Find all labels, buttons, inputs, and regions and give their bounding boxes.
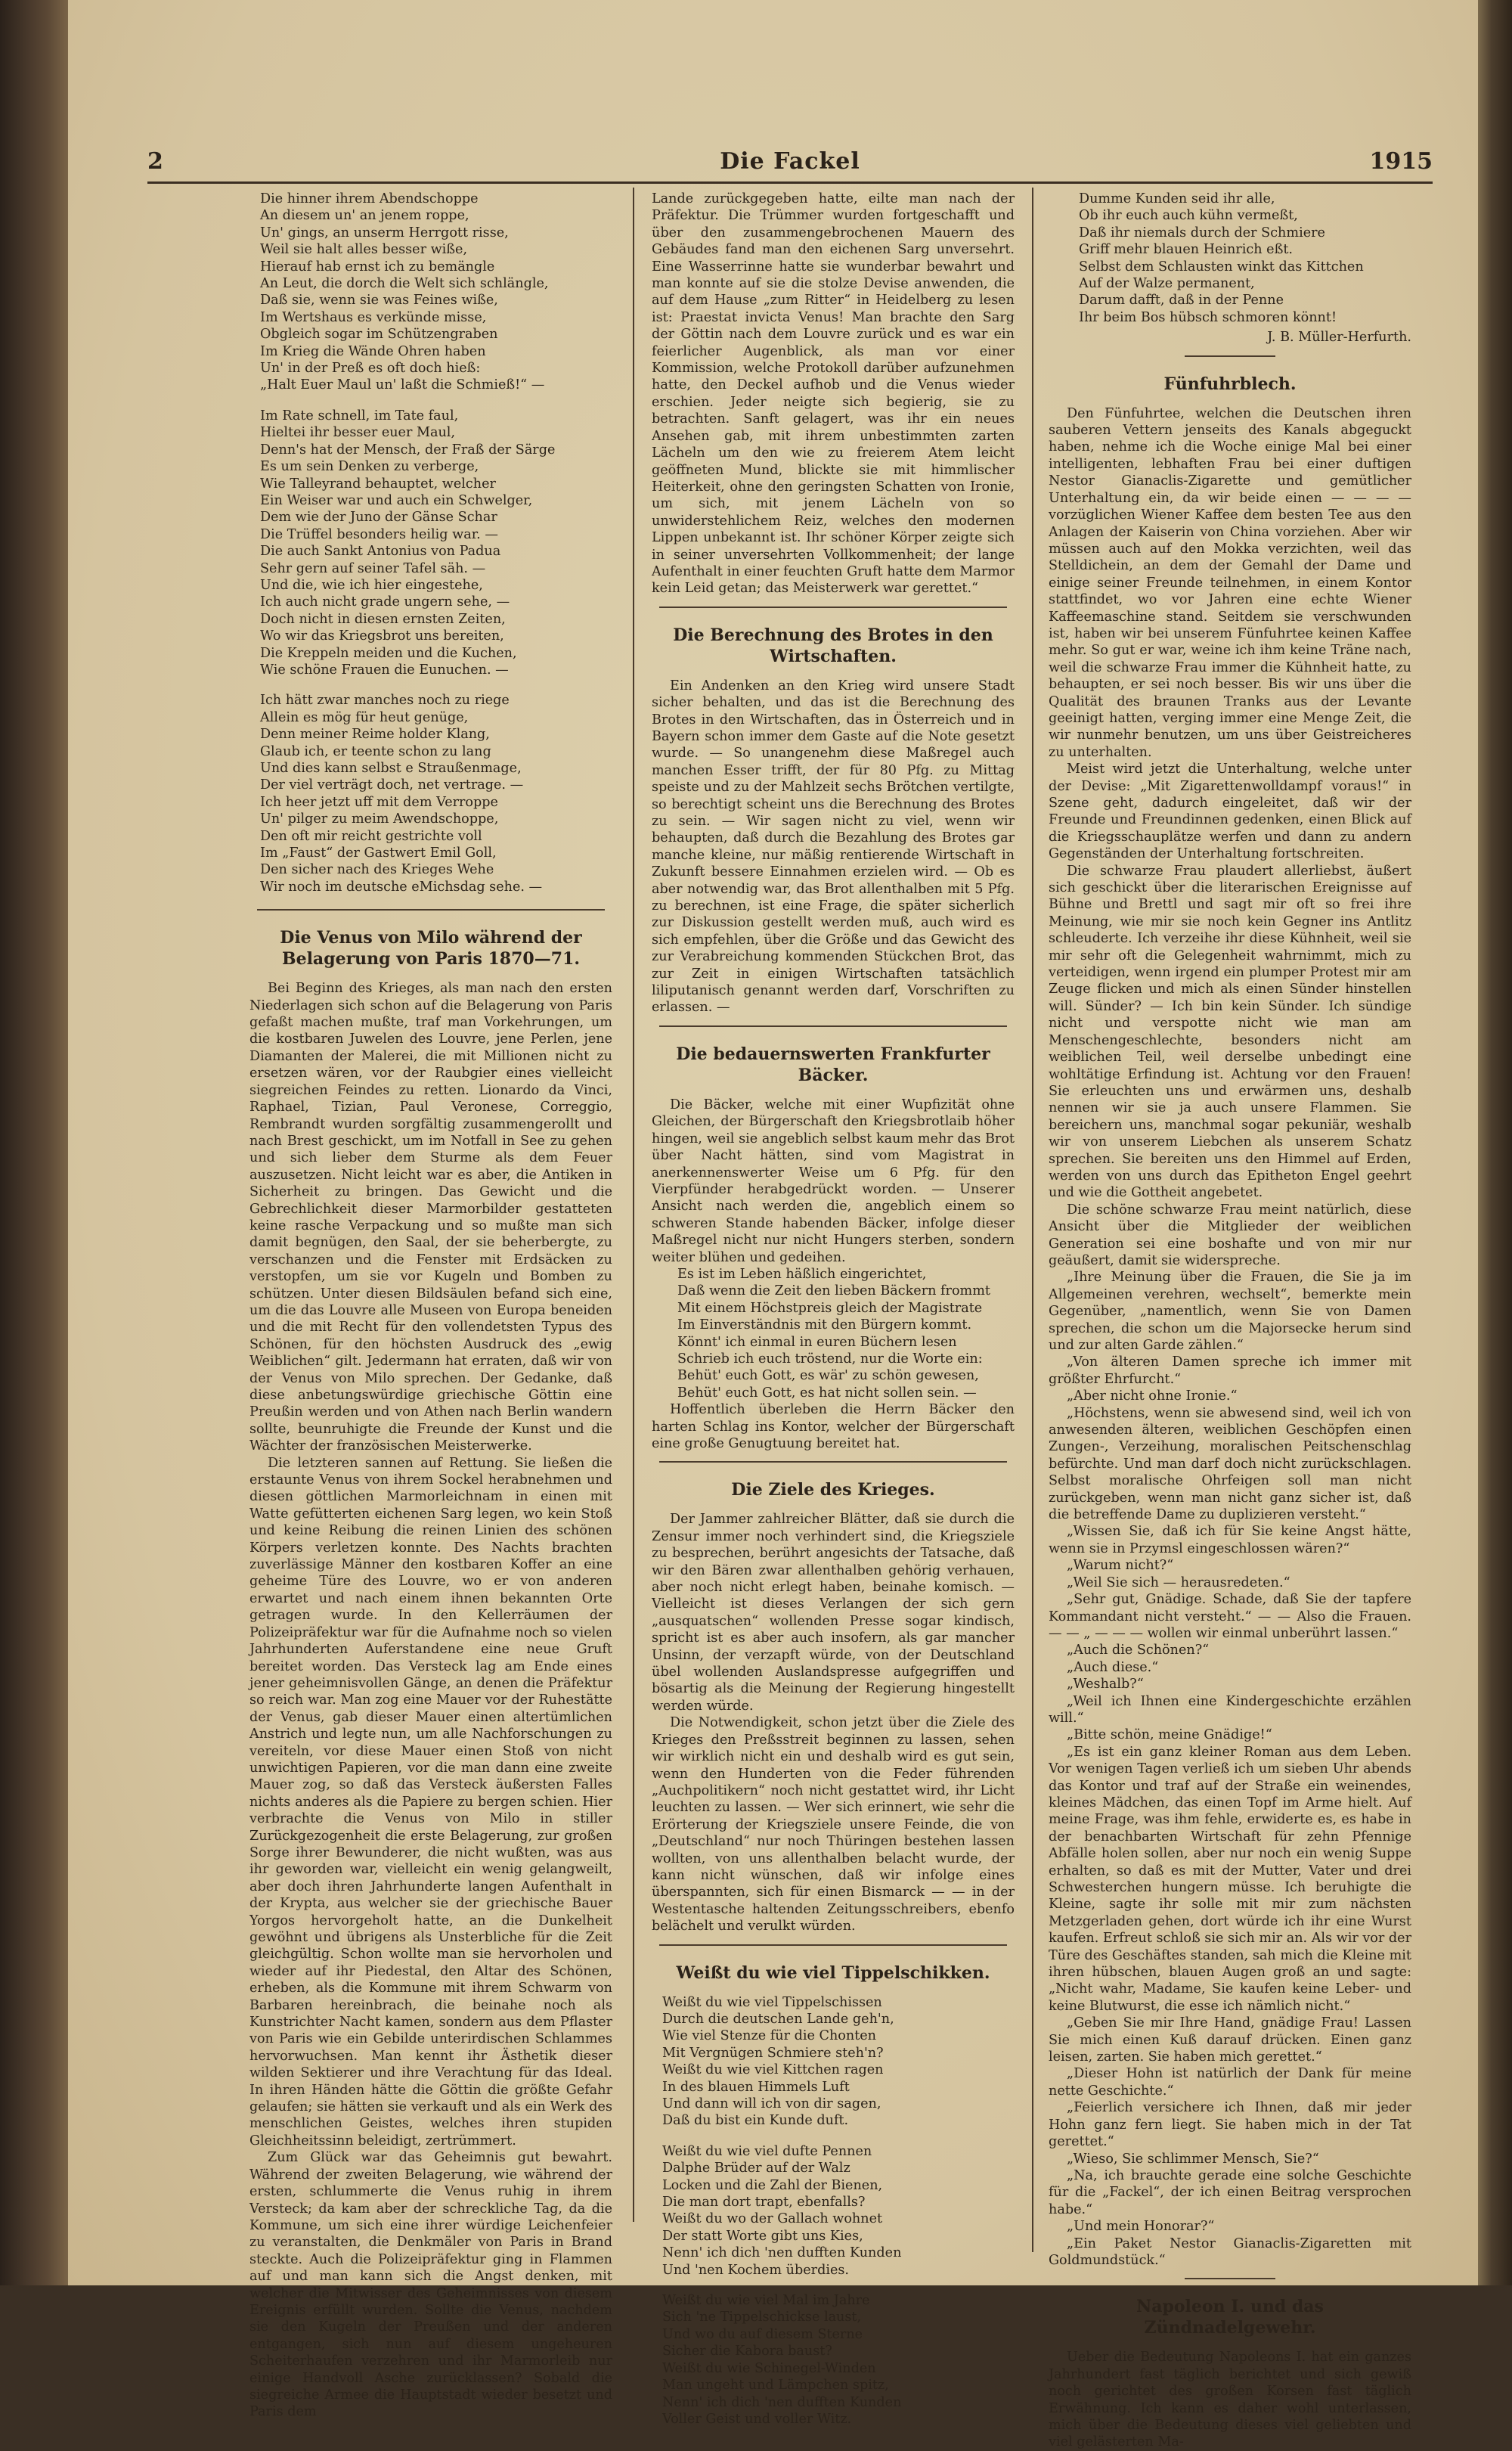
verse-line: Im Krieg die Wände Ohren haben: [260, 343, 486, 359]
verse-line: Hierauf hab ernst ich zu bemängle: [260, 259, 495, 275]
article-title-venus: Die Venus von Milo während der Belagerung von Paris 1870—71.: [280, 928, 582, 970]
verse-line: Behüt' euch Gott, es wär' zu schön gewesen,: [677, 1368, 979, 1384]
paragraph: Den Fünfuhrtee, welchen die Deutschen ihren sauberen Vettern jenseits des Kanals abgeguckt haben, nehme ich die Woche einige Mal bei einer intelligenten, lebhaften Frau bei einer duftigen Nestor Gianaclis-Zigarette und gemütlicher Unterhaltung ein, da wir beide einen — — — — vorzüglichen Wiener Kaffee dem besten Tee aus den Anlagen der Kaiserin von China vorziehen. Aber wir müssen auch auf den Mokka verzichten, weil das Stelldichein, an dem der Gemahl der Dame und einige seiner Freunde teilnehmen, in einem Kontor stattfindet, wo vor Jahren eine echte Wiener Kaffeemaschine stand. Seitdem sie verschwunden ist, haben wir bei unserem Fünfuhrtee keinen Kaffee mehr. So gut er war, weine ich ihm keine Träne nach, weil die schwarze Frau immer die Kühnheit hatte, zu behaupten, er sei noch besser. Bis wir uns über die Qualität des braunen Tranks aus der Levante geeinigt hatten, verging immer eine Menge Zeit, die wir nunmehr benutzen, um uns über Geistreicheres zu unterhalten.: [1049, 405, 1411, 760]
verse-line: Behüt' euch Gott, es hat nicht sollen sein. —: [677, 1385, 977, 1401]
verse-line: Sich 'ne Tippelschickse laust,: [662, 2310, 862, 2325]
article-body-venus-cont: Lande zurückgegeben hatte, eilte man nach der Präfektur. Die Trümmer wurden fortgeschafft und über den zusammengebrochenen Mauern des Gebäudes fand man den eichenen Sarg unversehrt. Eine Wasserrinne hatte sie wunderbar bewahrt und man konnte auf sie die stolze Devise anwenden, die auf dem Hause „zum Ritter“ in Heidelberg zu lesen ist: Praestat invicta Venus! Man brachte den Sarg der Göttin nach dem Louvre zurück und es war ein feierlicher Augenblick, als man vor einer Kommission, welche Protokoll darüber aufzunehmen hatte, den Deckel aufhob und die Venus wieder erschien. Jeder neigte sich begierig, sie zu betrachten. Sanft gelagert, was ihr ein neues Ansehen gab, mit ihrem unbestimmten zarten Lächeln um den wie zu freierem Atem leicht geöffneten Mund, blickte sie mit himmlischer Heiterkeit, ohne den geringsten Schatten von Ironie, um sich, mit jenem Lächeln von so unwiderstehlichem Reiz, welches den modernen Lippen unbekannt ist. Ihr schöner Körper zeigte sich in seiner unversehrten Vollkommenheit; der lange Aufenthalt in einer feuchten Gruft hatte dem Marmor kein Leid getan; das Meisterwerk war gerettet.“: [652, 191, 1015, 597]
poem-stanza: [249, 408, 612, 679]
verse-line: Weißt du wie viel Tippelschissen: [662, 1994, 882, 2010]
verse-line: Daß du bist ein Kunde duft.: [662, 2113, 849, 2129]
poem-stanza: [652, 2143, 1015, 2279]
page-number: 2: [147, 148, 163, 175]
verse-line: Den oft mir reicht gestrichte voll: [260, 828, 482, 844]
paragraph: Die Notwendigkeit, schon jetzt über die Ziele des Krieges den Preßsstreit beginnen zu lassen, sehen wir wirklich nicht ein und deshalb wird es gut sein, wenn den Hunderten von die Feder führenden „Auchpolitikern“ noch nicht gestattet wird, ihr Licht leuchten zu lassen. — Wer sich erinnert, wie sehr die Erörterung der Kriegsziele unsere Feinde, die von „Deutschland“ nur noch Thüringen bestehen lassen wollten, von uns allenthalben belacht wurde, der kann nicht wünschen, daß wir infolge eines überspannten, sich für einen Bismarck — — in der Westentasche haltenden Zeitungsschreibers, ebenfo belächelt und verulkt würden.: [652, 1715, 1015, 1934]
verse-line: Weil sie halt alles besser wiße,: [260, 242, 468, 258]
verse-line: Selbst dem Schlausten winkt das Kittchen: [1079, 259, 1364, 275]
article-title-napoleon: Napoleon I. und das Zündnadelgewehr.: [1136, 2297, 1324, 2338]
article-separator: [659, 1461, 1007, 1463]
paragraph: „Warum nicht?“: [1067, 1558, 1174, 1574]
verse-line: Es ist im Leben häßlich eingerichtet,: [677, 1266, 927, 1282]
article-body-napoleon: Ueber die Bedeutung Napoleons I. hat ein ganzes Jahrhundert fast täglich berichtet und sich gewiß noch gerichtet des großen Korsen fast täglich Erwähnung. Ich kann es daher wohl unterlassen, mich über die Bedeutung dieses viel geliebten und viel gelästerten Ma-: [1049, 2350, 1411, 2450]
verse-line: Und dies kann selbst e Straußenmage,: [260, 761, 522, 776]
verse-line: Ein Weiser war und auch ein Schwelger,: [260, 492, 533, 508]
article-separator: [257, 909, 605, 911]
column-1: [249, 191, 612, 2420]
author-signature: J. B. Müller-Herfurth.: [1267, 330, 1411, 346]
masthead: [147, 148, 1433, 178]
poem-stanza: [249, 191, 612, 394]
verse-line: Durch die deutschen Lande geh'n,: [662, 2011, 894, 2027]
poem-stanza: [652, 2292, 1015, 2428]
verse-line: Die auch Sankt Antonius von Padua: [260, 544, 501, 560]
paragraph: „Feierlich versichere ich Ihnen, daß mir jeder Hohn ganz fern liegt. Sie haben mich in der Tat gerettet.“: [1049, 2100, 1411, 2150]
verse-line: Die Kreppeln meiden und die Kuchen,: [260, 645, 517, 661]
verse-line: Sehr gern auf seiner Tafel säh. —: [260, 560, 486, 576]
paragraph: „Weshalb?“: [1067, 1677, 1144, 1692]
paragraph: Die letzteren sannen auf Rettung. Sie ließen die erstaunte Venus von ihrem Sockel herabnehmen und diesen göttlichen Marmorleichnam in einen mit Watte gefütterten eichenen Sarg legen, wo kein Stoß und keine Reibung die reinen Linien des schönen Körpers verletzen konnte. Des Nachts brachten zuverlässige Männer den kostbaren Koffer an eine geheime Türe des Louvre, wo er von anderen erwartet und nach einem ihnen bekannten Orte getragen wurde. In den Kellerräumen der Polizeipräfektur war für die Aufnahme noch so vielen Jahrhunderten Auferstandene eine neue Gruft bereitet worden. Das Versteck lag am Ende eines jener geheimnisvollen Gänge, an denen die Präfektur so reich war. Man zog eine Mauer vor der Ruhestätte der Venus, gab dieser Mauer einen altertümlichen Anstrich und legte nun, um alle Nachforschungen zu vereiteln, vor diese Mauer einen Stoß von nicht unwichtigen Papieren, vor die man dann eine zweite Mauer zog, so daß das Versteck äußersten Falles nichts anderes als die Papiere zu bergen schien. Hier verbrachte die Venus von Milo in stiller Zurückgezogenheit die erste Belagerung, zur großen Sorge ihrer Bewunderer, die nicht wußten, was aus ihr geworden war, vielleicht ein wenig gelangweilt, aber doch ihren Jahrhunderte langen Aufenthalt in der Krypta, aus welcher sie der griechische Bauer Yorgos hervorgeholt hatte, an die Dunkelheit gewöhnt und übrigens als Unsterbliche für die Zeit gleichgültig. Schon wollte man sie hervorholen und wieder auf ihr Piedestal, den Altar des Schönen, erheben, als die Kommune mit ihrem Schwarm von Barbaren hereinbrach, die beinahe noch als Kunstrichter Nacht kamen, sondern aus dem Pflaster von Paris wie ein Gebilde unterirdischen Schlammes hervorwuchsen. Man kennt ihr Ästhetik dieser wilden Sektierer und ihre Verachtung für das Ideal. In ihren Händen hätte die Göttin die größte Gefahr gelaufen; sie hätten sie verkauft und als ein Werk des menschlichen Geistes, welches ihren stupiden Gleichheitssinn beleidigt, zertrümmert.: [249, 1455, 612, 2149]
header-rule: [147, 181, 1433, 184]
verse-line: Wie schöne Frauen die Eunuchen. —: [260, 662, 509, 678]
verse-line: Der viel verträgt doch, net vertrage. —: [260, 777, 524, 793]
paragraph: „Weil ich Ihnen eine Kindergeschichte erzählen will.“: [1049, 1693, 1411, 1726]
column-divider: [633, 188, 634, 2222]
year: 1915: [1369, 148, 1433, 175]
paragraph: „Es ist ein ganz kleiner Roman aus dem Leben. Vor wenigen Tagen verließ ich um sieben Uhr abends das Kontor und traf auf der Straße ein weinendes, kleines Mädchen, das einen Topf im Arme hielt. Auf meine Frage, was ihm fehle, erwiderte es, es habe in der benachbarten Wirtschaft für zehn Pfennige Abfälle holen sollen, aber nur noch ein wenig Suppe erhalten, so daß es mit der Mutter, Vater und drei Schwesterchen hungern müsse. Ich beruhigte die Kleine, sagte ihr solle mit mir zum nächsten Metzgerladen gehen, dort würde ich ihr eine Wurst kaufen. Erfreut schloß sie sich mir an. Als wir vor der Türe des Geschäftes standen, sah mich die Kleine mit ihren hübschen, blauen Augen groß an und sagte: „Nicht wahr, Madame, Sie kaufen keine Leber- und keine Blutwurst, die esse ich nämlich nicht.“: [1049, 1744, 1411, 2014]
verse-line: Dumme Kunden seid ihr alle,: [1079, 191, 1275, 206]
verse-line: Dem wie der Juno der Gänse Schar: [260, 510, 497, 526]
article-body-fuenfuhr: [1049, 405, 1411, 2270]
verse-line: Weißt du wie viel Kittchen ragen: [662, 2062, 884, 2078]
verse-line: Daß sie, wenn sie was Feines wiße,: [260, 293, 498, 309]
paragraph: Bei Beginn des Krieges, als man nach den ersten Niederlagen sich schon auf die Belagerung von Paris gefaßt machen mußte, traf man Vorkehrungen, um die kostbaren Juwelen des Louvre, jene Perlen, jene Diamanten der Malerei, die mit Millionen nicht zu ersetzen wären, vor der Raubgier eines vielleicht siegreichen Feindes zu retten. Lionardo da Vinci, Raphael, Tizian, Paul Veronese, Correggio, Rembrandt wurden sorgfältig zusammengerollt und nach Brest geschickt, um im Notfall in See zu gehen und sich lieber dem Sturme als dem Feuer auszusetzen. Nicht leicht war es aber, die Antiken in Sicherheit zu bringen. Das Gewicht und die Gebrechlichkeit dieser Marmorbilder gestatteten keine rasche Verpackung und so mußte man sich damit begnügen, den Saal, der sie beherbergte, zu verschanzen und die Fenster mit Erdsäcken zu verstopfen, um sie vor Kugeln und Bomben zu schützen. Unter diesen Bildsäulen befand sich eine, um die das Louvre alle Museen von Europa beneiden und die mit Recht für den vollendetsten Typus des Schönen, für den höchsten Ausdruck des „ewig Weiblichen“ gilt. Jedermann hat erraten, daß wir von der Venus von Milo sprechen. Der Gedanke, daß diese anbetungswürdige griechische Göttin eine Preußin werden und von Athen nach Berlin wandern sollte, beunruhigte die Freunde der Kunst und die Wächter der französischen Meisterwerke.: [249, 981, 612, 1454]
verse-line: Allein es mög für heut genüge,: [260, 709, 469, 725]
paragraph: „Von älteren Damen spreche ich immer mit größter Ehrfurcht.“: [1049, 1354, 1411, 1387]
article-separator: [659, 1944, 1007, 1946]
column-2: [652, 191, 1015, 2427]
verse-line: Voller Geist und voller Witz.: [662, 2411, 852, 2427]
article-title-tippel: Weißt du wie viel Tippelschikken.: [676, 1962, 990, 1983]
paragraph: „Und mein Honorar?“: [1067, 2219, 1215, 2235]
verse-line: „Halt Euer Maul un' laßt die Schmieß!“ —: [260, 377, 545, 393]
verse-line: Weißt du wie Schinegel-Winden: [662, 2360, 876, 2376]
verse-line: Doch nicht in diesen ernsten Zeiten,: [260, 611, 506, 627]
paragraph: „Wissen Sie, daß ich für Sie keine Angst hätte, wenn sie in Przymsl eingeschlossen wären?“: [1049, 1524, 1411, 1556]
paragraph: „Geben Sie mir Ihre Hand, gnädige Frau! Lassen Sie mich einen Kuß darauf drücken. Einen ganz leisen, zarten. Sie haben mich gerettet.“: [1049, 2015, 1411, 2065]
verse-line: Weißt du wie viel dufte Pennen: [662, 2143, 872, 2159]
article-title-ziele: Die Ziele des Krieges.: [731, 1480, 935, 1500]
verse-line: Denn's hat der Mensch, der Fraß der Särge: [260, 442, 556, 458]
poem-stanza: [652, 1994, 1015, 2130]
paragraph: Die schwarze Frau plaudert allerliebst, äußert sich geschickt über die literarischen Ereignisse auf Bühne und Brettl und sagt mir oft so frei ihre Meinung, wie mir sie noch kein Gegner ins Antlitz schleuderte. Ich verzeihe ihr diese Kühnheit, weil sie mir sehr oft die Gelegenheit wahrnimmt, mich zu verteidigen, wenn irgend ein plumper Protest mir am Zeuge flicken und mich als einen Sünder hinstellen will. Sünder? — Ich bin kein Sünder. Ich sündige nicht und verspotte nicht wie man am Menschengeschlechte, besonders nicht am weiblichen Teil, weil derselbe unbedingt eine wohltätige Erfindung ist. Achtung vor den Frauen! Sie erleuchten uns und erwärmen uns, deshalb nennen wir sie ja auch unsere Flammen. Sie bereichern uns, manchmal sogar pekuniär, weshalb wir von unserem Liebchen als unserem Schatz sprechen. Sie bereiten uns den Himmel auf Erden, werden von uns durch das Epitheton Engel geehrt und wie die Gottheit angebetet.: [1049, 863, 1411, 1201]
verse-line: Die Trüffel besonders heilig war. —: [260, 526, 498, 542]
article-body-brot: Ein Andenken an den Krieg wird unsere Stadt sicher behalten, und das ist die Berechnung des Brotes in den Wirtschaften, das in Österreich und in Bayern schon immer dem Gaste auf die Note gesetzt wurde. — So unangenehm diese Maßregel auch manchen Esser trifft, der für 80 Pfg. zu Mittag speiste und zu der Mahlzeit sechs Brötchen vertilgte, so berechtigt scheint uns die Berechnung des Brotes zu sein. — Wir sagen nicht zu viel, wenn wir behaupten, daß durch die Bezahlung des Brotes gar manche kleine, nur mäßig rentierende Wirtschaft in Zukunft bessere Einnahmen erzielen wird. — Ob es aber notwendig war, das Brot allenthalben mit 5 Pfg. zu berechnen, ist eine Frage, die später sicherlich zur Diskussion gestellt werden muß, auch wird es sich empfehlen, über die Größe und das Gewicht des zur Verabreichung kommenden Stückchen Brot, das zur Zeit in einigen Wirtschaften tatsächlich liliputanisch genannt werden darf, Vorschriften zu erlassen. —: [652, 678, 1015, 1016]
verse-line: Daß wenn die Zeit den lieben Bäckern frommt: [677, 1283, 990, 1299]
verse-line: Dalphe Brüder auf der Walz: [662, 2161, 850, 2176]
article-separator: [659, 607, 1007, 608]
verse-line: Der statt Worte gibt uns Kies,: [662, 2228, 863, 2244]
newspaper-title: Die Fackel: [720, 148, 860, 175]
poem-stanza: [652, 1266, 1015, 1401]
verse-line: Ich auch nicht grade ungern sehe, —: [260, 594, 510, 610]
verse-line: An Leut, die dorch die Welt sich schlängle,: [260, 276, 549, 292]
verse-line: Im Wertshaus es verkünde misse,: [260, 309, 487, 325]
paragraph: Meist wird jetzt die Unterhaltung, welche unter der Devise: „Mit Zigarettenwolldampf voraus!“ in Szene geht, dadurch eingeleitet, daß wir der Freunde und Freundinnen gedenken, einen Blick auf die Kriegsschauplätze werfen und dann zu andern Gegenständen der Unterhaltung fortschreiten.: [1049, 762, 1411, 862]
verse-line: Ich hätt zwar manches noch zu riege: [260, 693, 510, 709]
verse-line: Sicher die Kabora baust?: [662, 2344, 832, 2359]
verse-line: Daß ihr niemals durch der Schmiere: [1079, 225, 1325, 240]
article-body-ziele: [652, 1511, 1015, 1934]
verse-line: Könnt' ich einmal in euren Büchern lesen: [677, 1334, 957, 1350]
verse-line: Glaub ich, er teente schon zu lang: [260, 743, 491, 759]
verse-line: Ich heer jetzt uff mit dem Verroppe: [260, 794, 498, 810]
verse-line: Und dann will ich von dir sagen,: [662, 2096, 881, 2111]
verse-line: Mit einem Höchstpreis gleich der Magistrate: [677, 1300, 983, 1316]
paragraph: Der Jammer zahlreicher Blätter, daß sie durch die Zensur immer noch verhindert sind, die Kriegsziele zu besprechen, berührt angesichts der Tatsache, daß wir den Bären zwar allenthalben gehörig verhauen, aber noch nicht erlegt haben, beinahe komisch. — Vielleicht ist dieses Verlangen der sich gern „ausquatschen“ wollenden Presse sogar kindisch, spricht ist es aber auch insofern, als gar mancher Unsinn, der verzapft würde, von der Deutschland übel wollenden Auslandspresse aufgegriffen und bösartig als die Meinung der Regierung hingestellt werden würde.: [652, 1512, 1015, 1714]
verse-line: Un' pilger zu meim Awendschoppe,: [260, 811, 499, 827]
paragraph: Zum Glück war das Geheimnis gut bewahrt. Während der zweiten Belagerung, wie während der ersten, schlummerte die Venus ruhig in ihrem Versteck; da kam aber der schreckliche Tag, da die Kommune, um sich eine ihrer würdige Leichenfeier zu veranstalten, die Denkmäler von Paris in Brand steckte. Auch die Polizeipräfektur ging in Flammen auf und man kann sich die Angst denken, mit welcher die Mitwisser des Geheimnisses von diesem Ereignis erfüllt wurden. Sollte die Venus, nachdem sie den Kugeln der Preußen und der anderen entgangen, sich nun auf diesem ungeheuren Scheiterhaufen verzehren und ihr Marmorleib nur einige Handvoll Asche zurücklassen? Sobald die siegreiche Armee die Hauptstadt wieder besetzt und Paris dem: [249, 2150, 612, 2420]
verse-line: Mit Vergnügen Schmiere steh'n?: [662, 2045, 884, 2061]
verse-line: Und 'nen Kochem überdies.: [662, 2262, 849, 2278]
paragraph: „Ein Paket Nestor Gianaclis-Zigaretten mit Goldmundstück.“: [1049, 2235, 1411, 2268]
verse-line: Weißt du wo der Gallach wohnet: [662, 2211, 883, 2227]
verse-line: Locken und die Zahl der Bienen,: [662, 2177, 883, 2193]
article-body-baecker: Die Bäcker, welche mit einer Wupfizität ohne Gleichen, der Bürgerschaft den Kriegsbrotlaib höher hingen, weil sie angeblich selbst kaum mehr das Brot über Nacht hätten, sind vom Magistrat in anerkennenswerter Weise um 6 Pfg. für den Vierpfünder herabgedrückt worden. — Unserer Ansicht nach werden die, angeblich einem so schweren Stande habenden Bäcker, infolge dieser Maßregel nicht nur nicht Hungers sterben, sondern weiter blühen und gedeihen.: [652, 1097, 1015, 1265]
paragraph: „Wieso, Sie schlimmer Mensch, Sie?“: [1067, 2151, 1319, 2167]
verse-line: Darum dafft, daß in der Penne: [1079, 293, 1284, 309]
verse-line: Wie viel Stenze für die Chonten: [662, 2028, 877, 2044]
verse-line: Man ungeht und Lämpchen spitz,: [662, 2378, 889, 2394]
paragraph: Die schöne schwarze Frau meint natürlich, diese Ansicht über die Mitglieder der weiblichen Generation sei eine boshafte und von mir nur geäußert, damit sie widerspreche.: [1049, 1202, 1411, 1268]
verse-line: Ihr beim Bos hübsch schmoren könnt!: [1079, 309, 1337, 325]
article-title-baecker: Die bedauernswerten Frankfurter Bäcker.: [676, 1044, 990, 1085]
verse-line: Griff mehr blauen Heinrich eßt.: [1079, 242, 1294, 258]
verse-line: Weißt du wie viel Mal im Jahre: [662, 2293, 870, 2309]
article-title-fuenfuhr: Fünfuhrblech.: [1163, 374, 1297, 394]
verse-line: Im „Faust“ der Gastwert Emil Goll,: [260, 845, 497, 861]
verse-line: Die hinner ihrem Abendschoppe: [260, 191, 479, 206]
verse-line: Die man dort trapt, ebenfalls?: [662, 2195, 866, 2211]
verse-line: Im Rate schnell, im Tate faul,: [260, 408, 459, 423]
verse-line: Un' gings, an unserm Herrgott risse,: [260, 225, 509, 240]
paragraph: „Sehr gut, Gnädige. Schade, daß Sie der tapfere Kommandant nicht versteht.“ — — Also die Frauen. — — „ — — — wollen wir einmal unberührt lassen.“: [1049, 1592, 1411, 1641]
article-separator: [1185, 355, 1275, 357]
verse-line: Und die, wie ich hier eingestehe,: [260, 577, 483, 593]
paragraph: „Höchstens, wenn sie abwesend sind, weil ich von anwesenden älteren, weiblichen Geschöpfen einen Zungen-, Verzeihung, moralischen Peitschenschlag befürchte. Und man darf doch nicht zurückschlagen. Selbst moralische Ohrfeigen soll man nicht zurückgeben, wenn man nicht ganz sicher ist, daß die betreffende Dame zu duplizieren versteht.“: [1049, 1405, 1411, 1523]
verse-line: Hieltei ihr besser euer Maul,: [260, 425, 456, 441]
verse-line: Un' in der Preß es oft doch hieß:: [260, 361, 481, 377]
verse-line: Wie Talleyrand behauptet, welcher: [260, 476, 496, 492]
article-separator: [1185, 2278, 1275, 2279]
page-edge: [1478, 0, 1512, 2285]
verse-line: Nenn' ich dich 'nen dufften Kunden: [662, 2394, 902, 2410]
paragraph: „Bitte schön, meine Gnädige!“: [1067, 1727, 1272, 1743]
verse-line: Und wo du auf diesem Sterne: [662, 2326, 863, 2342]
article-separator: [659, 1025, 1007, 1027]
verse-line: Schrieb ich euch tröstend, nur die Worte ein:: [677, 1351, 983, 1367]
book-binding: [0, 0, 68, 2285]
verse-line: An diesem un' an jenem roppe,: [260, 208, 469, 224]
verse-line: Obgleich sogar im Schützengraben: [260, 327, 498, 343]
verse-line: Im Einverständnis mit den Bürgern kommt.: [677, 1317, 972, 1333]
paragraph: „Aber nicht ohne Ironie.“: [1067, 1388, 1238, 1404]
verse-line: Den sicher nach des Krieges Wehe: [260, 862, 494, 878]
paragraph: „Auch diese.“: [1067, 1659, 1159, 1675]
paragraph: „Weil Sie sich — herausredeten.“: [1067, 1575, 1290, 1590]
verse-line: In des blauen Himmels Luft: [662, 2079, 850, 2095]
paragraph: „Dieser Hohn ist natürlich der Dank für meine nette Geschichte.“: [1049, 2066, 1411, 2099]
verse-line: Denn meiner Reime holder Klang,: [260, 727, 490, 743]
poem-stanza: [249, 692, 612, 895]
poem-stanza: [1049, 191, 1411, 326]
paragraph: „Ihre Meinung über die Frauen, die Sie ja im Allgemeinen verehren, wechselt“, bemerkte mein Gegenüber, „namentlich, wenn Sie von Damen sprechen, die schon um die Majorsecke herum sind und zur alten Garde zählen.“: [1049, 1270, 1411, 1353]
paragraph: „Auch die Schönen?“: [1067, 1643, 1210, 1658]
column-divider: [1032, 188, 1033, 2252]
article-title-brot: Die Berechnung des Brotes in den Wirtschaften.: [673, 625, 993, 666]
article-body-venus: [249, 980, 612, 2421]
verse-line: Es um sein Denken zu verberge,: [260, 459, 479, 475]
column-3: [1049, 191, 1411, 2450]
verse-line: Wo wir das Kriegsbrot uns bereiten,: [260, 628, 504, 644]
article-body-baecker-end: Hoffentlich überleben die Herrn Bäcker den harten Schlag ins Kontor, welcher der Bürgerschaft eine große Genugtuung bereitet hat.: [652, 1402, 1015, 1451]
verse-line: Wir noch im deutsche eMichsdag sehe. —: [260, 879, 543, 895]
verse-line: Ob ihr euch auch kühn vermeßt,: [1079, 208, 1298, 224]
verse-line: Nenn' ich dich 'nen dufften Kunden: [662, 2245, 902, 2261]
verse-line: Auf der Walze permanent,: [1079, 276, 1255, 292]
paragraph: „Na, ich brauchte gerade eine solche Geschichte für die „Fackel“, der ich einen Beitrag versprochen habe.“: [1049, 2167, 1411, 2217]
